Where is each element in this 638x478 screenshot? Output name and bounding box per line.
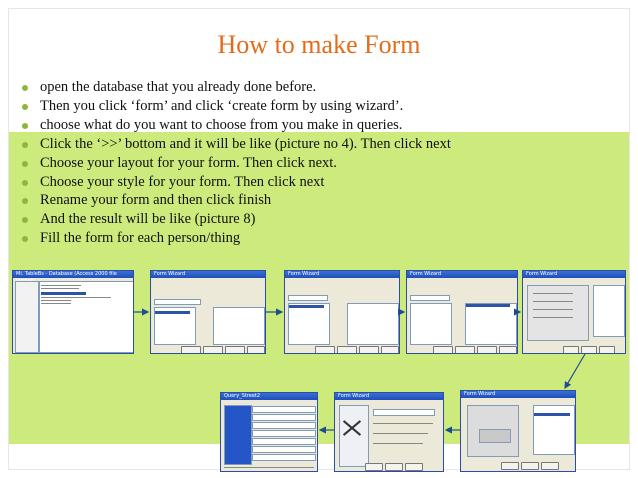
arrow-5-6 (565, 354, 585, 388)
screenshot-form-wizard-5: Form Wizard (522, 270, 626, 354)
bullet-item: Choose your style for your form. Then click next (22, 173, 451, 192)
bullet-item: Choose your layout for your form. Then click next. (22, 154, 451, 173)
screenshot-access-database: Mi. TableBs - Database (Access 2000 file (12, 270, 134, 354)
bullet-item: Fill the form for each person/thing (22, 229, 451, 248)
screenshot-form-wizard-6: Form Wizard (460, 390, 576, 472)
screenshot-result-form: Query_Street2 (220, 392, 318, 472)
screenshot-form-wizard-4: Form Wizard (406, 270, 518, 354)
screenshot-form-wizard-3: Form Wizard (284, 270, 400, 354)
screenshot-form-wizard-2: Form Wizard (150, 270, 266, 354)
bullet-item: Then you click ‘form’ and click ‘create form by using wizard’. (22, 97, 451, 116)
bullet-item: Click the ‘>>’ bottom and it will be like (picture no 4). Then click next (22, 135, 451, 154)
bullet-item: Rename your form and then click finish (22, 191, 451, 210)
slide-title: How to make Form (217, 30, 421, 59)
bullet-item: And the result will be like (picture 8) (22, 210, 451, 229)
bullet-item: open the database that you already done before. (22, 78, 451, 97)
bullet-item: choose what do you want to choose from you make in queries. (22, 116, 451, 135)
screenshot-form-wizard-7: Form Wizard (334, 392, 444, 472)
